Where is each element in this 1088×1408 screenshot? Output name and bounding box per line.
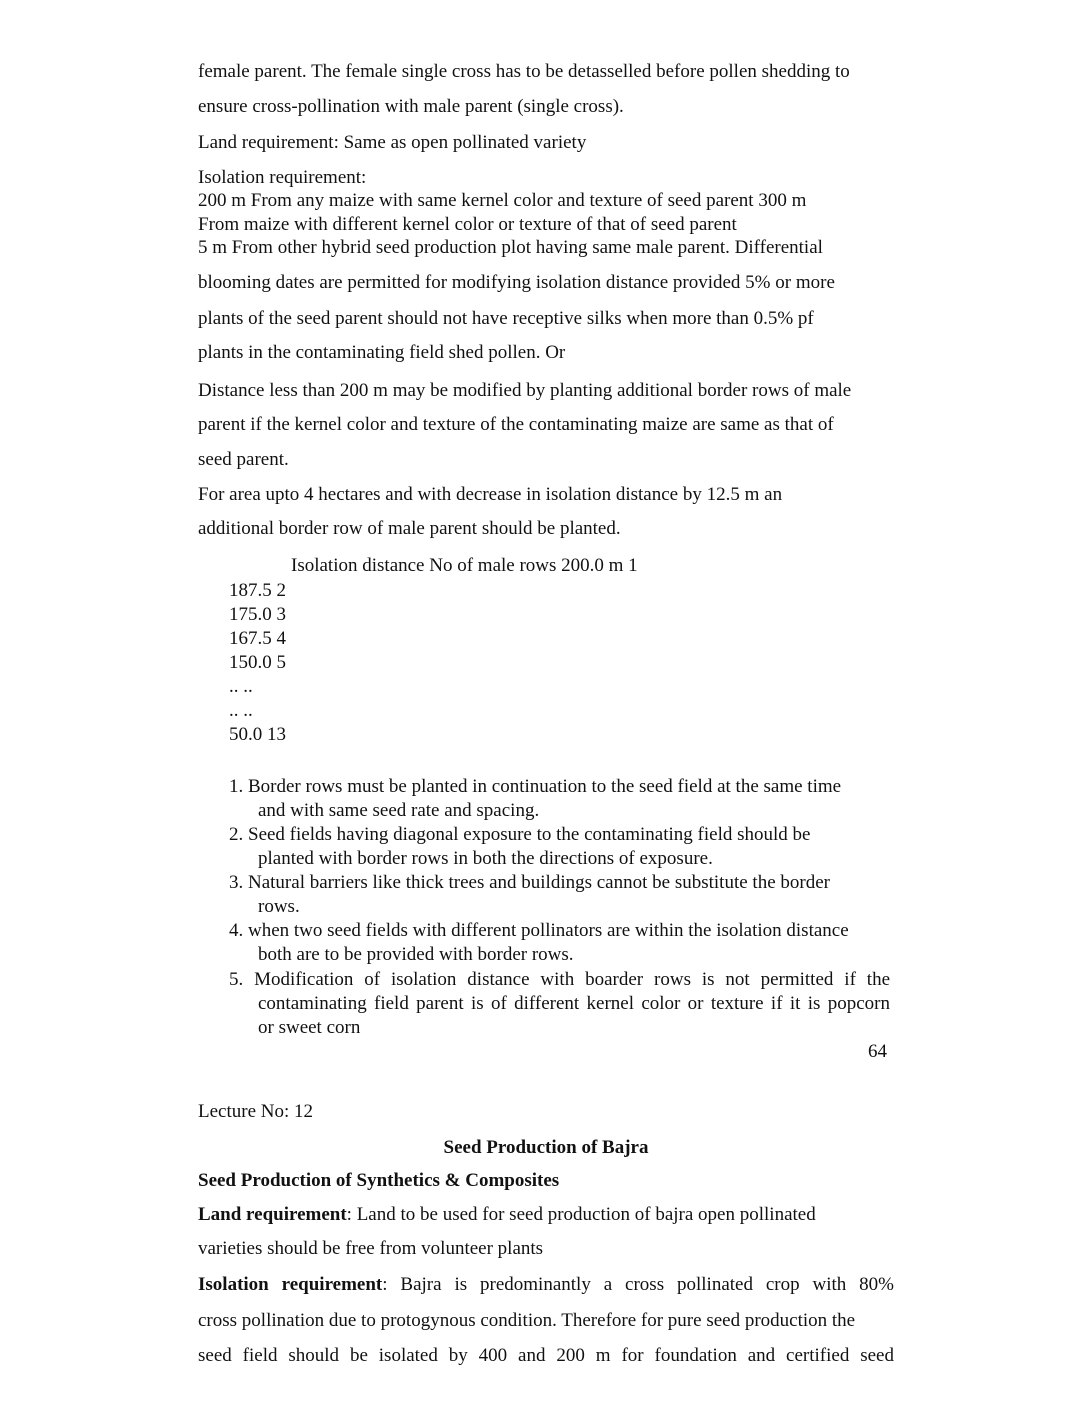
note-item-5: 5. Modification of isolation distance with boarder rows is not permitted if the (229, 969, 890, 990)
note-item-5-cont: or sweet corn (258, 1017, 361, 1038)
table-row: 187.5 2 (229, 580, 286, 601)
intro-line-1: female parent. The female single cross has to be detasselled before pollen shedding to (198, 61, 850, 82)
page-number: 64 (868, 1041, 887, 1062)
note-item-1: 1. Border rows must be planted in continuation to the seed field at the same time (229, 776, 842, 797)
table-header: Isolation distance No of male rows 200.0 m 1 (291, 555, 638, 576)
table-row: .. .. (229, 676, 253, 697)
table-row: .. .. (229, 700, 253, 721)
isolation-heading: Isolation requirement: (198, 167, 367, 188)
bajra-isolation-label: Isolation requirement (198, 1274, 383, 1295)
subsection-title: Seed Production of Synthetics & Composites (198, 1170, 560, 1191)
isolation-line: blooming dates are permitted for modifying isolation distance provided 5% or more (198, 272, 835, 293)
land-requirement: Land requirement: Same as open pollinated variety (198, 132, 587, 153)
note-item-2-cont: planted with border rows in both the directions of exposure. (258, 848, 713, 869)
note-item-4-cont: both are to be provided with border rows. (258, 944, 574, 965)
bajra-isolation-requirement (198, 1273, 894, 1297)
area-paragraph-line: additional border row of male parent should be planted. (198, 518, 621, 539)
area-paragraph-line: For area upto 4 hectares and with decrease in isolation distance by 12.5 m an (198, 484, 783, 505)
table-row: 50.0 13 (229, 724, 286, 745)
bajra-land-requirement (198, 1203, 816, 1227)
bajra-land-text: : Land to be used for seed production of bajra open pollinated (346, 1204, 816, 1225)
bajra-isolation-line-2: cross pollination due to protogynous condition. Therefore for pure seed production the (198, 1310, 856, 1331)
distance-paragraph-line: parent if the kernel color and texture of the contaminating maize are same as that of (198, 414, 834, 435)
section-title: Seed Production of Bajra (443, 1137, 649, 1158)
note-item-1-cont: and with same seed rate and spacing. (258, 800, 540, 821)
distance-paragraph-line: seed parent. (198, 449, 289, 470)
distance-paragraph-line: Distance less than 200 m may be modified by planting additional border rows of male (198, 380, 852, 401)
isolation-line: 200 m From any maize with same kernel color and texture of seed parent 300 m (198, 190, 807, 211)
bajra-isolation-text: : Bajra is predominantly a cross pollinated crop with 80% (382, 1274, 894, 1295)
table-row: 167.5 4 (229, 628, 286, 649)
intro-line-2: ensure cross-pollination with male parent (single cross). (198, 96, 624, 117)
isolation-line: From maize with different kernel color or texture of that of seed parent (198, 214, 737, 235)
note-item-3: 3. Natural barriers like thick trees and buildings cannot be substitute the border (229, 872, 830, 893)
lecture-label: Lecture No: 12 (198, 1101, 314, 1122)
isolation-line: 5 m From other hybrid seed production plot having same male parent. Differential (198, 237, 823, 258)
note-item-2: 2. Seed fields having diagonal exposure to the contaminating field should be (229, 824, 811, 845)
note-item-5-cont: contaminating field parent is of different kernel color or texture if it is popcorn (258, 993, 890, 1014)
isolation-line: plants of the seed parent should not have receptive silks when more than 0.5% pf (198, 308, 814, 329)
note-item-4: 4. when two seed fields with different pollinators are within the isolation distance (229, 920, 849, 941)
table-row: 175.0 3 (229, 604, 286, 625)
bajra-isolation-line-3: seed field should be isolated by 400 and 200 m for foundation and certified seed (198, 1345, 894, 1366)
bajra-land-line-2: varieties should be free from volunteer plants (198, 1238, 544, 1259)
note-item-3-cont: rows. (258, 896, 300, 917)
isolation-line: plants in the contaminating field shed pollen. Or (198, 342, 566, 363)
table-row: 150.0 5 (229, 652, 286, 673)
bajra-land-label: Land requirement (198, 1204, 347, 1225)
